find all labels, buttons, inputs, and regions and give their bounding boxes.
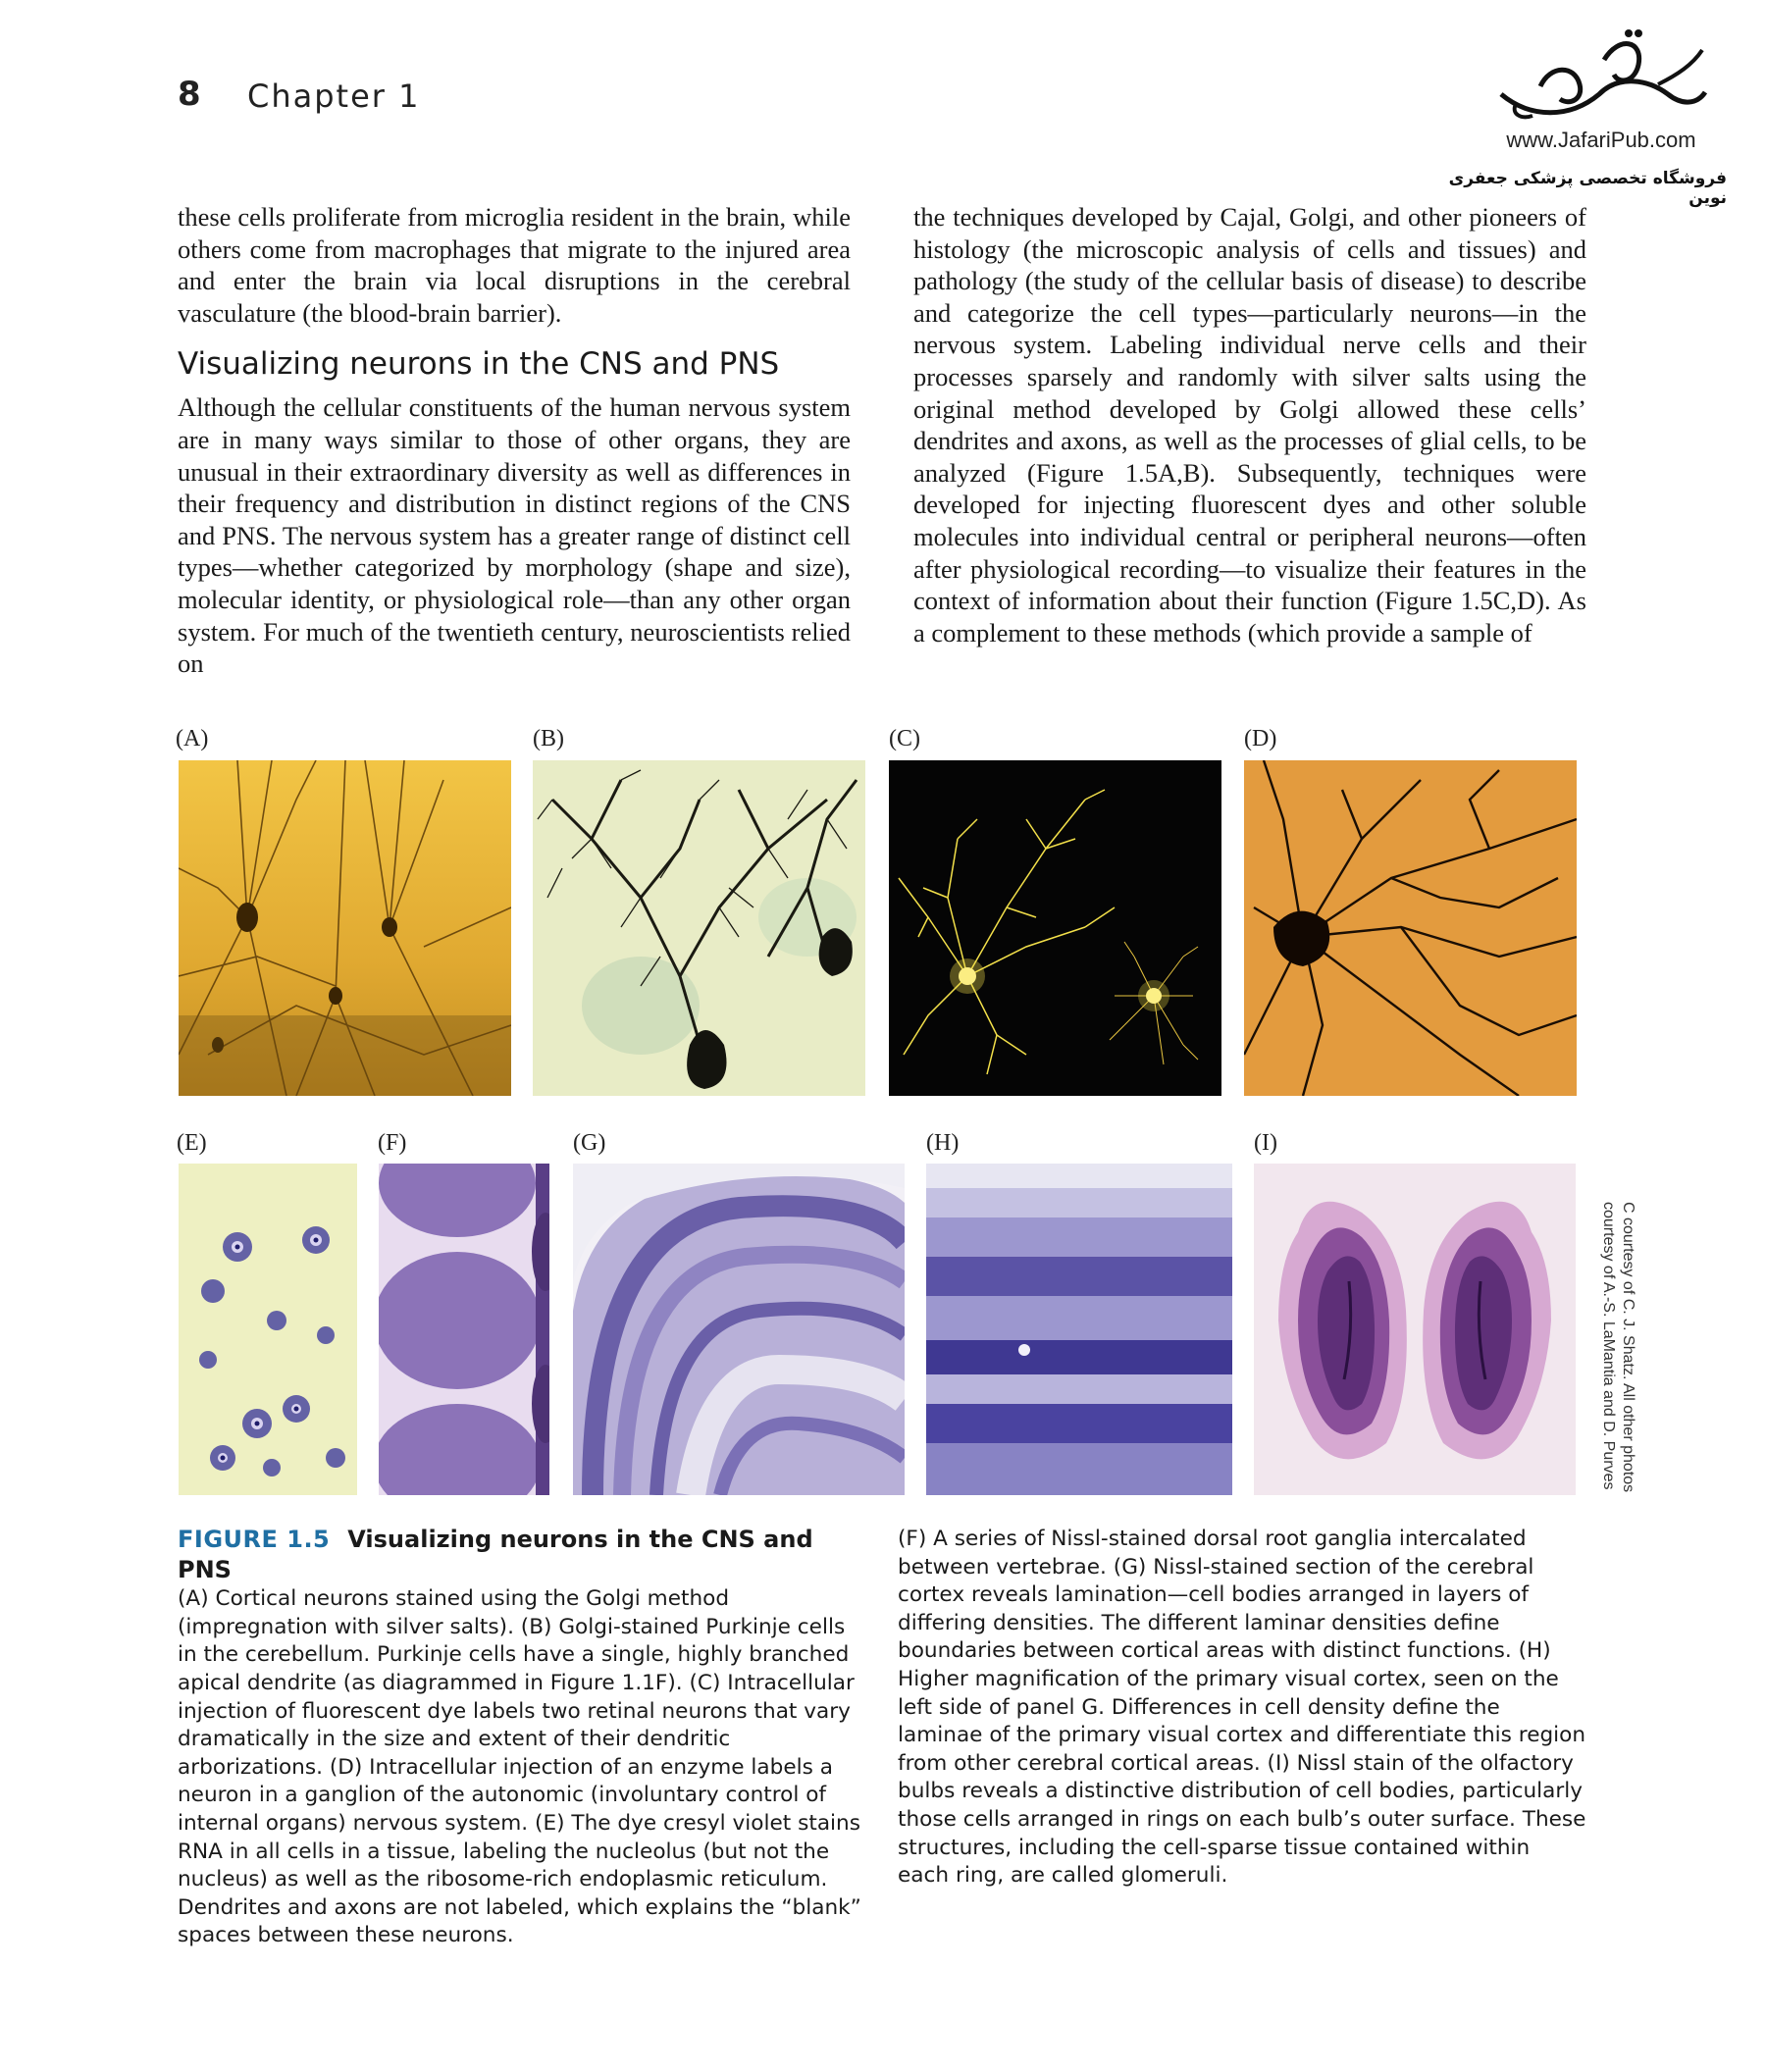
panel-label-e: (E) <box>177 1130 207 1156</box>
left-text-column <box>178 201 851 680</box>
panel-label-b: (B) <box>533 726 564 751</box>
panel-label-h: (H) <box>926 1130 960 1156</box>
figure-label: FIGURE 1.5 <box>178 1526 331 1553</box>
panel-d-ganglion-neuron <box>1244 760 1577 1096</box>
panel-b-purkinje-cells <box>533 760 865 1096</box>
panel-f-dorsal-root-ganglia <box>379 1164 549 1495</box>
panel-label-c: (C) <box>889 726 920 751</box>
figure-title: Visualizing neurons in the CNS and PNS <box>178 1526 813 1583</box>
panel-h-visual-cortex <box>926 1164 1232 1495</box>
panel-c-fluorescent-neurons <box>889 760 1221 1096</box>
figure-caption-right <box>898 1526 1586 1891</box>
caption-text: (F) A series of Nissl-stained dorsal root ganglia intercalated between vertebrae. (G) Nissl-stained section of the cerebral cortex reveals lamination—cell bodies arranged in layers of differing densities. The different laminar densities define boundaries between cortical areas with distinct functions. (H) Higher magnification of the primary visual cortex, seen on the left side of panel G. Differences in cell density define the laminae of the primary visual cortex and differentiate this region from other cerebral cortical areas. (I) Nissl stain of the olfactory bulbs reveals a distinctive distribution of cell bodies, particularly those cells arranged in rings on each bulb’s outer surface. These structures, including the cell-sparse tissue contained within each ring, are called glomeruli. <box>898 1527 1586 1889</box>
photo-credit: C courtesy of C. J. Shatz. All other photos courtesy of A.-S. LaMantia and D. Purves <box>1600 1202 1636 1493</box>
watermark-subtitle: فروشگاه تخصصی پزشکی جعفری نوین <box>1448 169 1727 208</box>
figure-caption-left <box>178 1526 864 1950</box>
body-paragraph: the techniques developed by Cajal, Golgi, and other pioneers of histology (the microscopic analysis of cells and tissues) and pathology (the study of the cellular basis of disease) to describe and categorize the cell types—particularly neurons—in the nervous system. Labeling individual nerve cells and their processes sparsely and randomly with silver salts using the original method developed by Golgi allowed these cells’ dendrites and axons, as well as the processes of glial cells, to be analyzed (Figure 1.5A,B). Subsequently, techniques were developed for injecting fluorescent dyes and other soluble molecules into individual central or peripheral neurons—often after physiological recording—to visualize their features in the context of information about their function (Figure 1.5C,D). As a complement to these methods (which provide a sample of <box>913 202 1586 648</box>
panel-label-i: (I) <box>1254 1130 1277 1156</box>
panel-a-golgi-cortex <box>179 760 511 1096</box>
section-heading: Visualizing neurons in the CNS and PNS <box>178 346 780 383</box>
panel-i-olfactory-bulbs <box>1254 1164 1576 1495</box>
chapter-title: Chapter 1 <box>247 78 421 115</box>
caption-text: (A) Cortical neurons stained using the Golgi method (impregnation with silver salts). (B) Golgi-stained Purkinje cells in the cerebellum. Purkinje cells have a single, highly branched apical dendrite (as diagrammed in Figure 1.1F). (C) Intracellular injection of fluorescent dye labels two retinal neurons that vary dramatically in the size and extent of their dendritic arborizations. (D) Intracellular injection of an enzyme labels a neuron in a ganglion of the autonomic (involuntary control of internal organs) nervous system. (E) The dye cresyl violet stains RNA in all cells in a tissue, labeling the nucleolus (but not the nucleus) as well as the ribosome-rich endoplasmic reticulum. Dendrites and axons are not labeled, which explains the “blank” spaces between these neurons. <box>178 1586 861 1948</box>
panel-e-cresyl-violet <box>179 1164 357 1495</box>
page-number: 8 <box>178 75 201 114</box>
panel-label-f: (F) <box>378 1130 407 1156</box>
watermark-url[interactable]: www.JafariPub.com <box>1506 128 1696 152</box>
panel-g-cerebral-cortex <box>573 1164 905 1495</box>
body-paragraph: these cells proliferate from microglia resident in the brain, while others come from macrophages that migrate to the injured area and enter the brain via local disruptions in the cerebral vasculature (the blood-brain barrier). <box>178 202 851 328</box>
panel-label-d: (D) <box>1244 726 1277 751</box>
panel-label-g: (G) <box>573 1130 606 1156</box>
right-text-column <box>913 201 1586 648</box>
body-paragraph: Although the cellular constituents of the human nervous system are in many ways similar to those of other organs, they are unusual in their extraordinary diversity as well as differences in their frequency and distribution in distinct regions of the CNS and PNS. The nervous system has a greater range of distinct cell types—whether categorized by morphology (shape and size), molecular identity, or physiological role—than any other organ system. For much of the twentieth century, neuroscientists relied on <box>178 392 851 679</box>
panel-label-a: (A) <box>176 726 209 751</box>
